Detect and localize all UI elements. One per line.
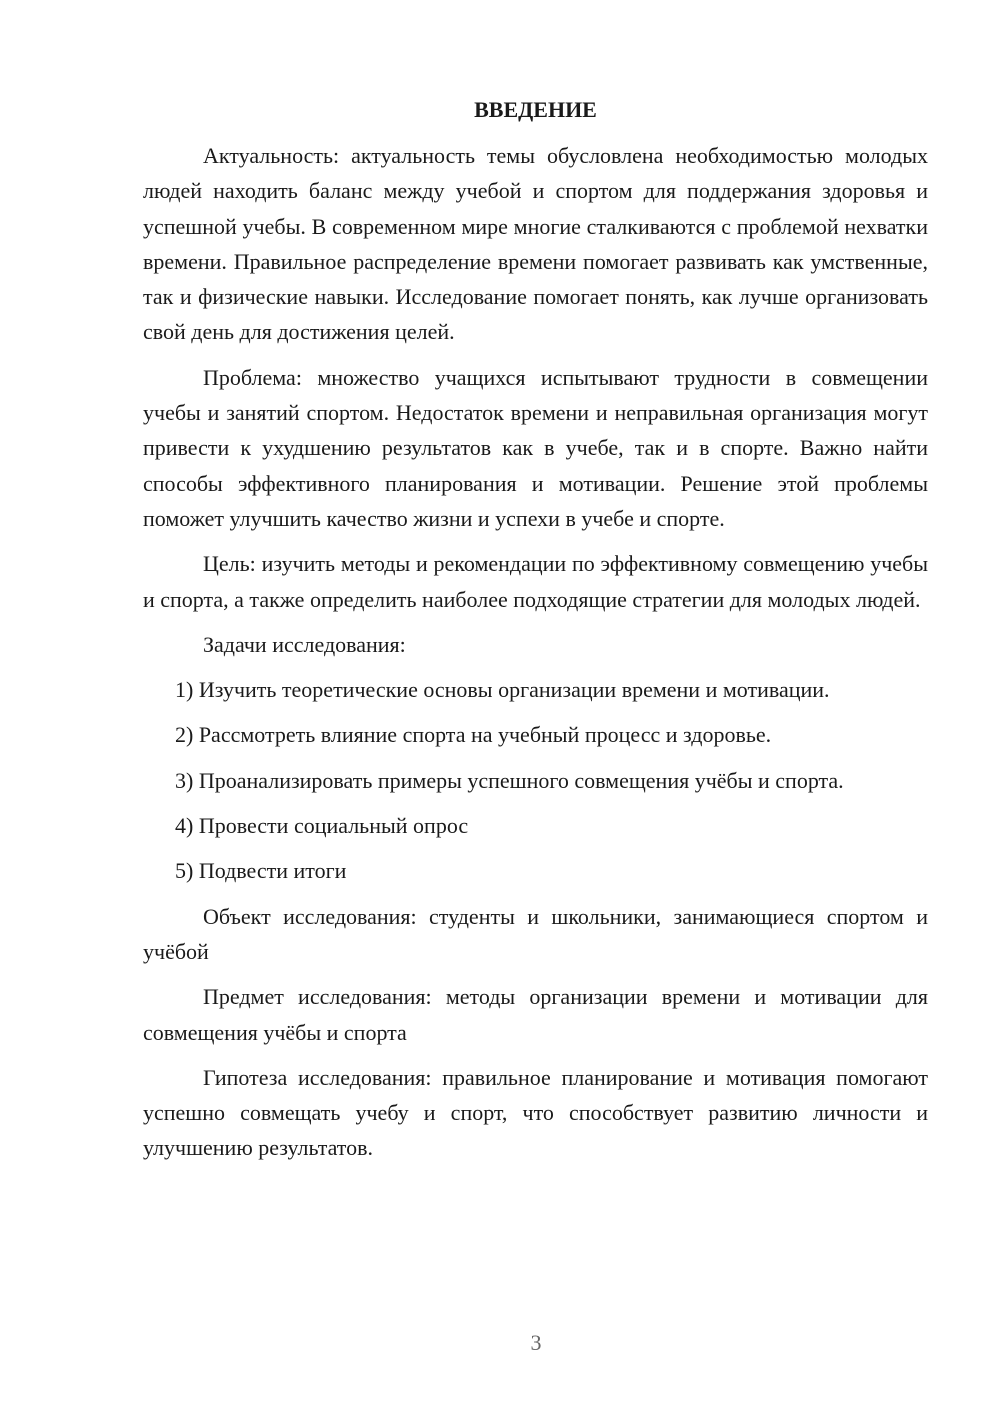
document-page: [143, 92, 928, 1176]
paragraph-problem: Проблема: множество учащихся испытывают трудности в совмещении учебы и занятий спортом. Недостаток времени и неправильная организация могут привести к ухудшению результатов как в учебе, так и в спорте. Важно найти способы эффективного планирования и мотивации. Решение этой проблемы поможет улучшить качество жизни и успехи в учебе и спорте.: [143, 364, 928, 531]
paragraph-hypothesis: Гипотеза исследования: правильное планирование и мотивация помогают успешно совмещать учебу и спорт, что способствует развитию личности и улучшению результатов.: [143, 1064, 928, 1161]
task-item-1: 1) Изучить теоретические основы организации времени и мотивации.: [175, 677, 830, 703]
task-item-5: 5) Подвести итоги: [175, 858, 347, 884]
paragraph-goal: Цель: изучить методы и рекомендации по эффективному совмещению учебы и спорта, а также определить наиболее подходящие стратегии для молодых людей.: [143, 551, 928, 612]
paragraph-relevance: Актуальность: актуальность темы обусловлена необходимостью молодых людей находить баланс между учебой и спортом для поддержания здоровья и успешной учебы. В современном мире многие сталкиваются с проблемой нехватки времени. Правильное распределение времени помогает развивать как умственные, так и физические навыки. Исследование помогает понять, как лучше организовать свой день для достижения целей.: [143, 143, 928, 345]
task-item-4: 4) Провести социальный опрос: [175, 813, 469, 839]
tasks-heading: Задачи исследования:: [203, 631, 406, 657]
section-title: ВВЕДЕНИЕ: [474, 97, 597, 122]
task-item-2: 2) Рассмотреть влияние спорта на учебный процесс и здоровье.: [175, 722, 772, 748]
page-number: 3: [530, 1330, 542, 1355]
task-item-3: 3) Проанализировать примеры успешного совмещения учёбы и спорта.: [175, 767, 844, 793]
paragraph-subject: Предмет исследования: методы организации времени и мотивации для совмещения учёбы и спорта: [143, 984, 928, 1045]
paragraph-object: Объект исследования: студенты и школьники, занимающиеся спортом и учёбой: [143, 903, 928, 964]
